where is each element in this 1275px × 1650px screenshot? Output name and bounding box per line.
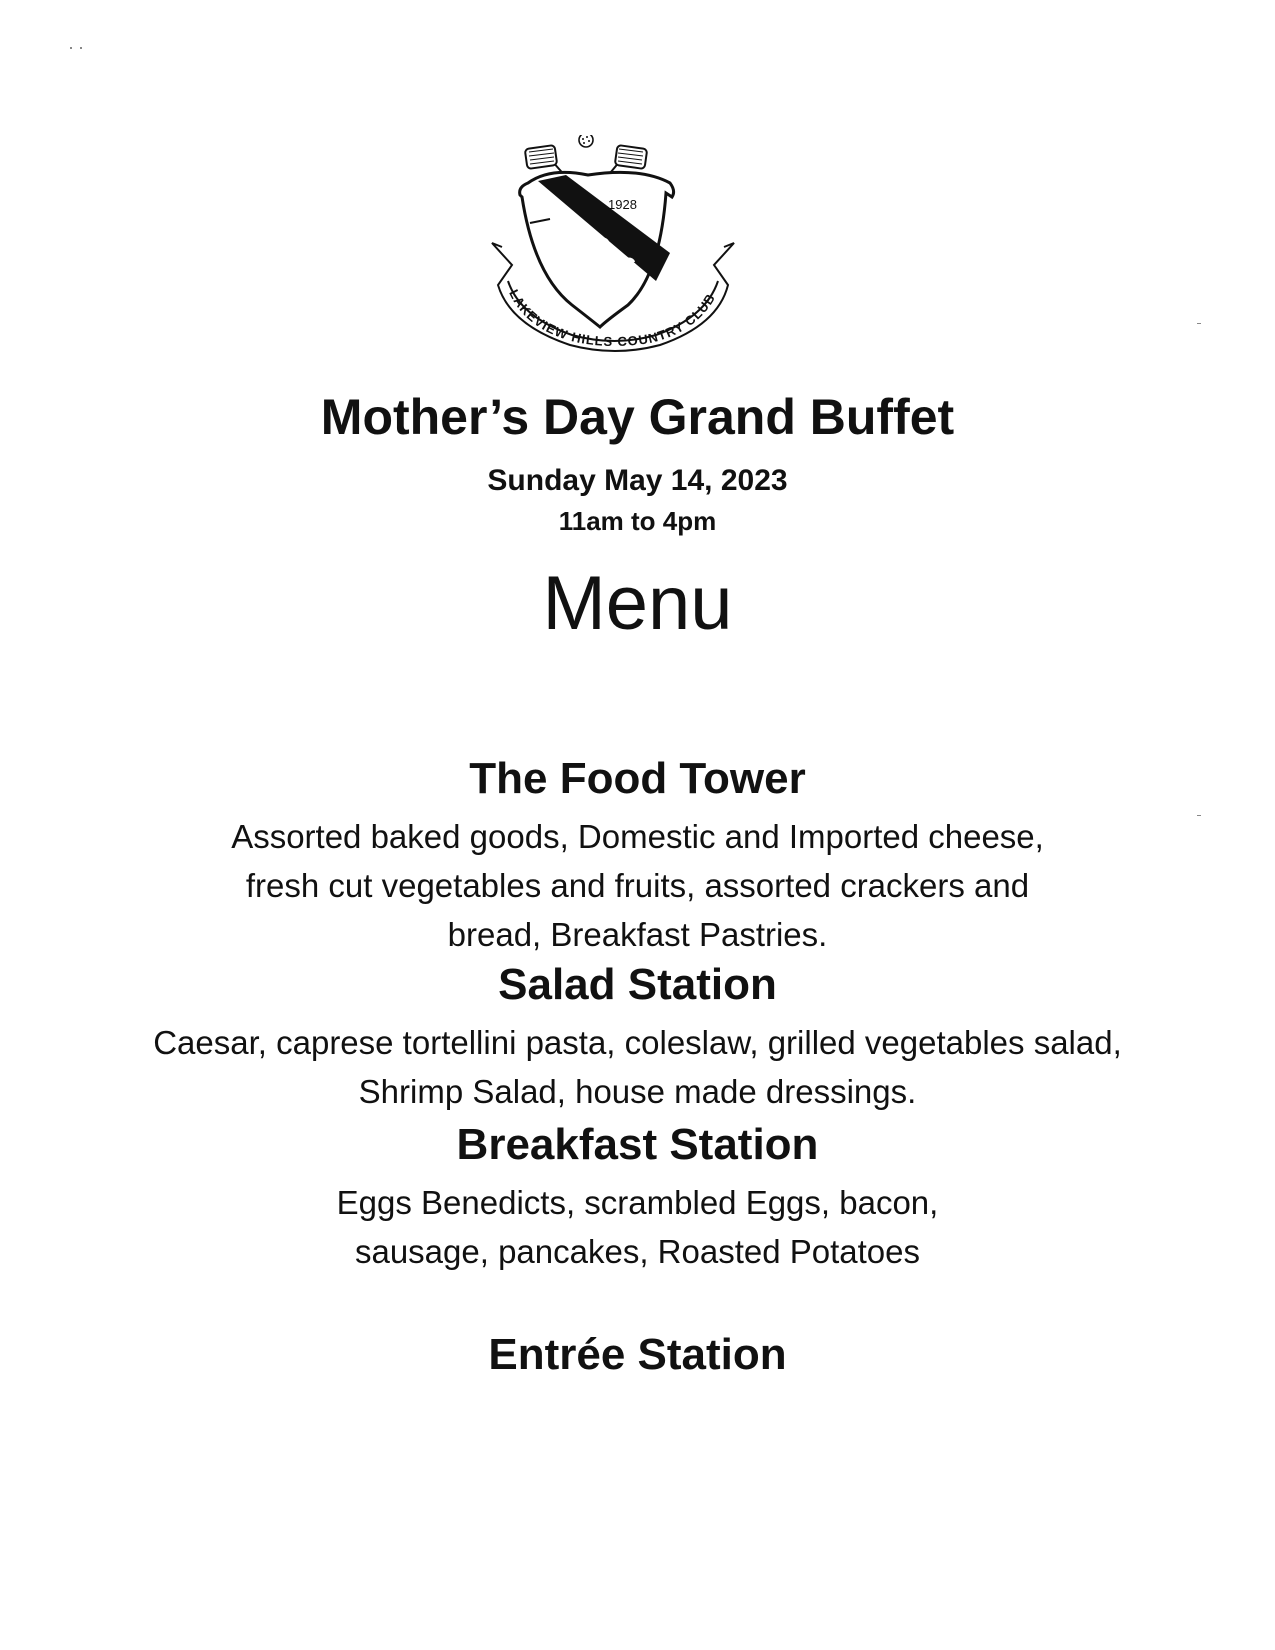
svg-text:C: C [594,233,610,258]
event-date: Sunday May 14, 2023 [487,464,788,497]
section-title-food-tower: The Food Tower [469,754,806,803]
svg-text:H: H [566,213,582,238]
section-title-salad-station: Salad Station [498,960,777,1009]
scan-speck [1197,323,1201,324]
section-title-entree-station: Entrée Station [488,1330,787,1379]
section-desc-food-tower: Assorted baked goods, Domestic and Imported cheese, fresh cut vegetables and fruits, assorted crackers and bread, Breakfast Pastries. [231,818,1044,953]
page-title: Mother’s Day Grand Buffet [320,389,955,445]
svg-text:L: L [540,190,554,215]
scan-speck [70,47,72,49]
menu-heading: Menu [542,561,733,646]
section-desc-breakfast-station: Eggs Benedicts, scrambled Eggs, bacon, sausage, pancakes, Roasted Potatoes [336,1184,939,1270]
club-crest-logo [490,135,740,380]
scan-speck [80,47,82,49]
golf-ball-icon [579,135,593,147]
svg-text:C: C [620,253,636,278]
section-desc-salad-station: Caesar, caprese tortellini pasta, coleslaw, grilled vegetables salad, Shrimp Salad, house made dressings. [153,1024,1122,1110]
crest-year: 1928 [608,197,637,212]
event-time: 11am to 4pm [558,506,717,536]
section-title-breakfast-station: Breakfast Station [456,1120,819,1169]
banner-text: LAKEVIEW HILLS COUNTRY CLUB [506,286,719,350]
